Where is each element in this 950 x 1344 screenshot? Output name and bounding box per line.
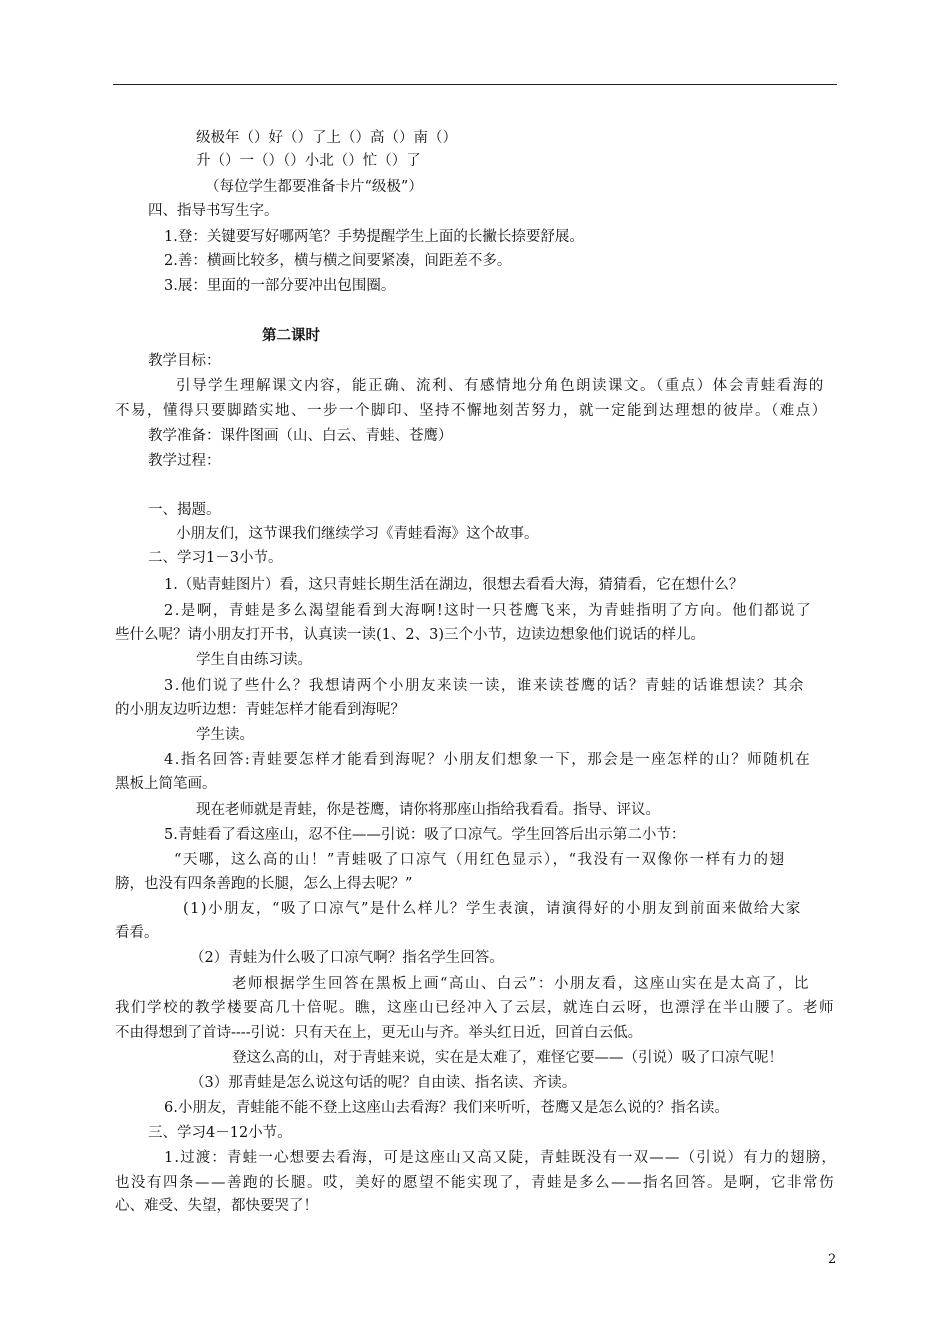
text-line: (1)小朋友，“吸了口凉气”是什么样儿？学生表演，请演得好的小朋友到前面来做给大家: [183, 901, 802, 917]
text-line: 些什么呢？请小朋友打开书，认真读一读(1、2、3)三个小节，边读边想象他们说话的样儿。: [115, 627, 705, 643]
text-line: 老师根据学生回答在黑板上画“高山、白云”：小朋友看，这座山实在是太高了，比: [232, 976, 810, 992]
text-line: 1.登：关键要写好哪两笔？手势提醒学生上面的长撇长捺要舒展。: [164, 229, 584, 245]
text-line: 教学过程：: [148, 453, 221, 469]
text-line: （3）那青蛙是怎么说这句话的呢？自由读、指名读、齐读。: [190, 1075, 577, 1091]
header-rule: [113, 84, 837, 85]
text-line: 黑板上简笔画。: [115, 776, 217, 792]
text-line: 教学准备：课件图画（山、白云、青蛙、苍鹰）: [148, 428, 453, 444]
text-line: 一、揭题。: [148, 502, 221, 518]
text-line: 的小朋友边听边想：青蛙怎样才能看到海呢？: [115, 702, 405, 718]
text-line: 二、学习1－3小节。: [148, 550, 283, 566]
text-line: 2.是啊，青蛙是多么渴望能看到大海啊!这时一只苍鹰飞来，为青蛙指明了方向。他们都说了: [164, 603, 813, 619]
text-line: （2）青蛙为什么吸了口凉气啊？指名学生回答。: [190, 950, 504, 966]
section-heading: 第二课时: [262, 327, 320, 344]
text-line: 引导学生理解课文内容，能正确、流利、有感情地分角色朗读课文。（重点）体会青蛙看海的: [176, 378, 825, 394]
text-line: 3.展：里面的一部分要冲出包围圈。: [164, 278, 396, 294]
text-line: 4.指名回答:青蛙要怎样才能看到海呢？小朋友们想象一下，那会是一座怎样的山？师随机在: [164, 752, 812, 768]
text-line: 四、指导书写生字。: [148, 203, 279, 219]
text-line: 升（）一（）（）小北（）忙（）了: [196, 153, 421, 169]
text-line: 学生读。: [196, 727, 254, 743]
page-number: 2: [828, 1252, 837, 1267]
text-line: 不易，懂得只要脚踏实地、一步一个脚印、坚持不懈地刻苦努力，就一定能到达理想的彼岸。（难点）: [115, 403, 828, 419]
text-line: “天哪，这么高的山！”青蛙吸了口凉气（用红色显示），“我没有一双像你一样有力的翅: [174, 852, 786, 868]
text-line: 1.过渡：青蛙一心想要去看海，可是这座山又高又陡，青蛙既没有一双——（引说）有力的翅膀，: [164, 1150, 837, 1166]
text-line: 看看。: [115, 925, 159, 941]
text-line: 5.青蛙看了看这座山，忍不住——引说：吸了口凉气。学生回答后出示第二小节：: [164, 827, 686, 843]
text-line: 教学目标：: [148, 353, 221, 369]
text-line: 三、学习4－12小节。: [148, 1125, 292, 1141]
text-line: 级极年（）好（）了上（）高（）南（）: [196, 130, 457, 146]
text-line: 现在老师就是青蛙，你是苍鹰，请你将那座山指给我看看。指导、评议。: [196, 802, 660, 818]
text-line: 学生自由练习读。: [196, 652, 312, 668]
text-line: 也没有四条——善跑的长腿。哎，美好的愿望不能实现了，青蛙是多么——指名回答。是啊，它非常伤: [115, 1175, 835, 1191]
text-line: 小朋友们，这节课我们继续学习《青蛙看海》这个故事。: [176, 526, 539, 542]
text-line: 膀，也没有四条善跑的长腿，怎么上得去呢？”: [115, 876, 413, 892]
text-line: （每位学生都要准备卡片“级极”）: [205, 179, 423, 195]
text-line: 1.（贴青蛙图片）看，这只青蛙长期生活在湖边，很想去看看大海，猜猜看，它在想什么？: [164, 577, 744, 593]
text-line: 登这么高的山，对于青蛙来说，实在是太难了，难怪它要——（引说）吸了口凉气呢！: [232, 1050, 783, 1066]
text-line: 6.小朋友，青蛙能不能不登上这座山去看海？我们来听听，苍鹰又是怎么说的？指名读。: [164, 1100, 729, 1116]
text-line: 不由得想到了首诗----引说：只有天在上，更无山与齐。举头红日近，回首白云低。: [115, 1025, 643, 1041]
text-line: 心、难受、失望，都快要哭了！: [115, 1198, 318, 1214]
text-line: 我们学校的教学楼要高几十倍呢。瞧，这座山已经冲入了云层，就连白云呀，也漂浮在半山腰了。老师: [115, 1000, 835, 1016]
text-line: 3.他们说了些什么？我想请两个小朋友来读一读，谁来读苍鹰的话？青蛙的话谁想读？其余: [164, 678, 805, 694]
text-line: 2.善：横画比较多，横与横之间要紧凑，间距差不多。: [164, 253, 512, 269]
